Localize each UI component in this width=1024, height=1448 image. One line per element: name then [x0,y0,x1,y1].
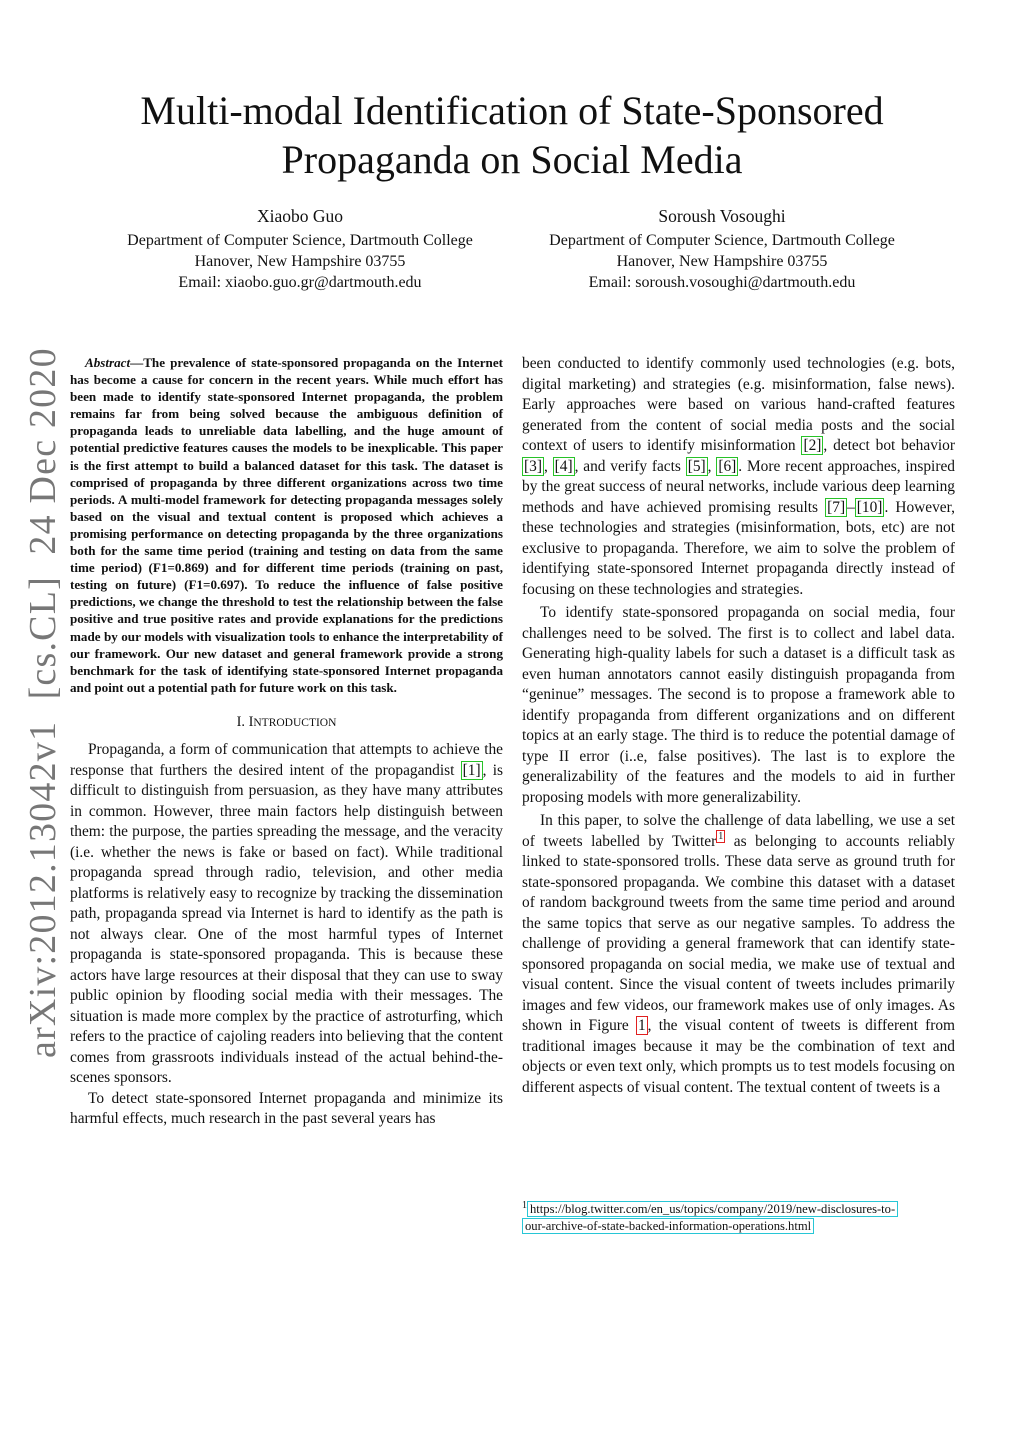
citation-link[interactable]: [5] [687,457,706,475]
right-paragraph-3 [522,811,955,1098]
author-dept: Department of Computer Science, Dartmouth College [549,232,895,249]
citation-link[interactable]: [4] [554,457,573,475]
author-name: Soroush Vosoughi [658,206,786,226]
author-dept: Department of Computer Science, Dartmouth College [127,232,473,249]
figure-link[interactable]: 1 [637,1017,646,1034]
abstract [70,354,503,696]
footnote-url-link-2[interactable]: our-archive-of-state-backed-information-operations.html [522,1218,814,1234]
author-location: Hanover, New Hampshire 03755 [194,253,406,270]
section-numeral: I. I [236,713,254,730]
text-run: as belonging to accounts reliably linked to state-sponsored trolls. These data serve as ground truth for state-sponsored propaganda. We combine this dataset with a dataset of random background tweets from the same time period and around the same topics that serve as our negative samples. To address the challenge of providing a general framework that can identify state-sponsored propaganda on social media, we make use of textual and visual content. Since the visual content of tweets includes primarily images and few videos, our framework makes use of only images. As shown in Figure [522,832,955,1034]
text-run: , the visual content of tweets is different from traditional images because it may be the combination of text and objects or even text only, which prompts us to test models focusing on different aspects of visual content. The textual content of tweets is a [522,1017,955,1096]
text-run: , is difficult to distinguish from persuasion, as they have many attributes in common. However, three main factors help distinguish between them: the purpose, the parties spreading the message, and the veracity (i.e. whether the news is fake or based on fact). While traditional propaganda spread through radio, television, and other media platforms is relatively easy to recognize by tracking the dissemination path, propaganda spread via Internet is hard to identify as the path is not always clear. One of the most harmful types of Internet propaganda is state-sponsored propaganda. This is because these actors have large resources at their disposal that they can use to sway public opinion by flooding social media with their messages. The situation is made more complex by the practice of astroturfing, which refers to the practice of cajoling readers into believing that the content comes from grassroots individuals instead of the actual behind-the-scenes sponsors. [70,761,503,1087]
footnote-url-link-1[interactable]: https://blog.twitter.com/en_us/topics/company/2019/new-disclosures-to- [527,1201,898,1217]
abstract-text: —The prevalence of state-sponsored propaganda on the Internet has become a cause for concern in the recent years. While much effort has been made to identify state-sponsored Internet propaganda, the problem remains far from being solved because the ambiguous definition of propaganda leads to unreliable data labelling, and the huge amount of potential predictive features causes the models to be inexplicable. This paper is the first attempt to build a balanced dataset for this task. The dataset is comprised of propaganda by three different organizations across two time periods. A multi-model framework for detecting propaganda messages solely based on the visual and textual content is proposed which achieves a promising performance on detecting propaganda by the three organizations both for the same time period (training and testing on data from the same time period) (F1=0.869) and for different time periods (training on past, testing on future) (F1=0.697). To reduce the influence of false positive predictions, we change the threshold to test the relationship between the false positive and true positive rates and provide explanations for the predictions made by our models with visualization tools to enhance the interpretability of our framework. Our new dataset and general framework provide a strong benchmark for the task of identifying state-sponsored Internet propaganda and point out a potential path for future work on this task. [70,355,503,695]
citation-link[interactable]: [6] [718,457,737,475]
text-run: In this paper, to solve the challenge of data labelling, we use a set of tweets labelled by Twitter [522,812,955,850]
author-block-2 [512,206,932,293]
right-paragraph-1 [522,354,955,600]
section-heading-introduction [70,712,503,734]
text-run: . More recent approaches, inspired by the great success of neural networks, include various deep learning methods and have achieved promising results [522,457,955,516]
section-title: NTRODUCTION [253,716,337,729]
intro-paragraph-1 [70,740,503,1089]
author-name: Xiaobo Guo [256,206,344,226]
text-run: – [847,498,855,516]
text-run: , [707,457,717,475]
title-line-2: Propaganda on Social Media [281,137,743,182]
title-line-1: Multi-modal Identification of State-Sponsored [140,88,884,133]
arxiv-sidebar-stamp: arXiv:2012.13042v1 [cs.CL] 24 Dec 2020 [22,347,64,1058]
left-column [70,354,503,1130]
footnote-link[interactable]: 1 [718,831,724,843]
paper-title [0,86,1024,184]
text-run: Propaganda, a form of communication that attempts to achieve the response that furthers the desired intent of the propagandist [70,741,503,779]
text-run: been conducted to identify commonly used technologies (e.g. bots, digital marketing) and strategies (e.g. misinformation, false news). Early approaches were based on various hand-crafted features generated from the content of social media posts and the social context of users to identify misinformation [522,355,955,454]
footnote-mark: 1 [522,1199,527,1211]
citation-link[interactable]: [10] [856,498,883,516]
author-email: Email: soroush.vosoughi@dartmouth.edu [588,274,856,291]
citation-link[interactable]: [3] [524,457,542,475]
abstract-label: Abstract [85,355,131,370]
citation-link[interactable]: [2] [803,437,822,454]
right-paragraph-2: To identify state-sponsored propaganda on social media, four challenges need to be solved. The first is to collect and label data. Generating high-quality labels for such a dataset is a difficult task as even human annotators cannot easily distinguish propaganda from “geninue” messages. The second is to propose a framework able to identify propaganda from different organizations and on different topics at an early stage. The third is to reduce the potential damage of type II error (i..e, false positives). The last is to explore the generalizability of the features and the models to aid in further proposing models with more generalizability. [522,604,955,806]
footnote [522,1201,962,1235]
intro-paragraph-2: To detect state-sponsored Internet propaganda and minimize its harmful effects, much research in the past several years has [70,1089,503,1128]
text-run: , detect bot behavior [823,437,955,454]
text-run: . However, these technologies and strategies (misinformation, bots, etc) are not exclusive to propaganda. Therefore, we aim to solve the problem of identifying state-sponsored Internet propaganda directly instead of focusing on these technologies and strategies. [522,498,955,598]
citation-link[interactable]: [1] [462,761,481,779]
right-column [522,354,955,1098]
author-block-1 [90,206,510,293]
author-location: Hanover, New Hampshire 03755 [616,253,828,270]
text-run: , [543,457,553,475]
citation-link[interactable]: [7] [827,498,846,516]
author-email: Email: xiaobo.guo.gr@dartmouth.edu [178,274,422,291]
text-run: , and verify facts [574,457,686,475]
